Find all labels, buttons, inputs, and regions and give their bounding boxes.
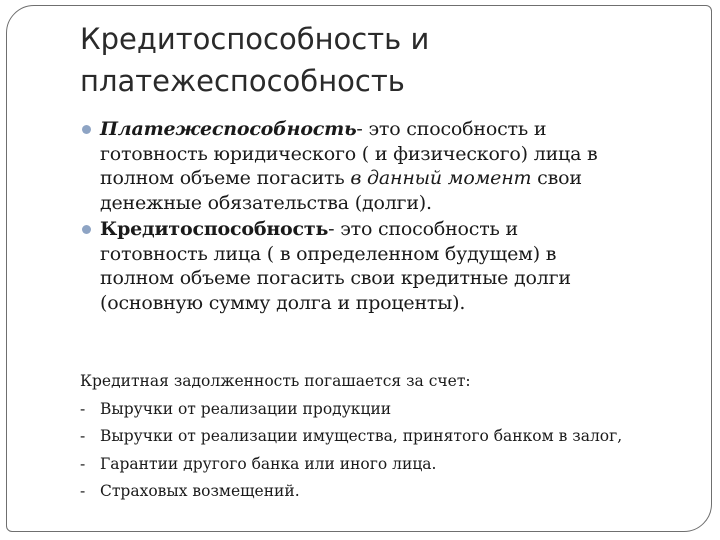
bullet-line: готовность лица ( в определенном будущем) в bbox=[100, 242, 557, 265]
bullet-dot-icon bbox=[82, 225, 91, 234]
term-solvency: Платежеспособность bbox=[100, 118, 357, 140]
bullet-line: (основную сумму долга и проценты). bbox=[100, 291, 466, 314]
bullet-text: - это способность и bbox=[328, 218, 518, 240]
repayment-item-text: Выручки от реализации продукции bbox=[100, 399, 392, 418]
repayment-intro: Кредитная задолженность погашается за счет: bbox=[80, 372, 471, 390]
bullet-item-solvency bbox=[80, 117, 680, 215]
bullet-list bbox=[80, 117, 680, 317]
bullet-text: - это способность и bbox=[356, 118, 547, 140]
bullet-item-creditworthiness bbox=[80, 217, 680, 315]
title-line-2: платежеспособность bbox=[80, 64, 405, 98]
term-creditworthiness: Кредитоспособность bbox=[100, 218, 329, 240]
bullet-line: денежные обязательства (долги). bbox=[100, 191, 432, 214]
repayment-item bbox=[80, 423, 700, 451]
bullet-line: полном объеме погасить свои кредитные долги bbox=[100, 267, 571, 289]
bullet-text: полном объеме погасить bbox=[100, 167, 351, 189]
repayment-item bbox=[80, 478, 700, 506]
emphasis-text: в данный момент bbox=[350, 167, 532, 189]
repayment-item bbox=[80, 451, 700, 479]
bullet-text: свои bbox=[531, 167, 582, 189]
title-line-1: Кредитоспособность и bbox=[80, 22, 430, 56]
bullet-line bbox=[100, 117, 680, 142]
bullet-line bbox=[100, 166, 680, 191]
bullet-line: готовность юридического ( и физического) лица в bbox=[100, 142, 598, 165]
dash-marker: - bbox=[80, 427, 86, 445]
repayment-item-text: Выручки от реализации имущества, принятого банком в залог, bbox=[100, 427, 623, 445]
repayment-sources bbox=[80, 368, 700, 506]
repayment-item bbox=[80, 396, 700, 424]
repayment-item-text: Страховых возмещений. bbox=[100, 482, 300, 500]
bullet-dot-icon bbox=[82, 125, 91, 134]
slide-title bbox=[80, 18, 680, 102]
dash-marker: - bbox=[80, 482, 86, 500]
bullet-line bbox=[100, 217, 680, 242]
repayment-item-text: Гарантии другого банка или иного лица. bbox=[100, 454, 437, 473]
dash-marker: - bbox=[80, 399, 86, 418]
dash-marker: - bbox=[80, 454, 86, 473]
